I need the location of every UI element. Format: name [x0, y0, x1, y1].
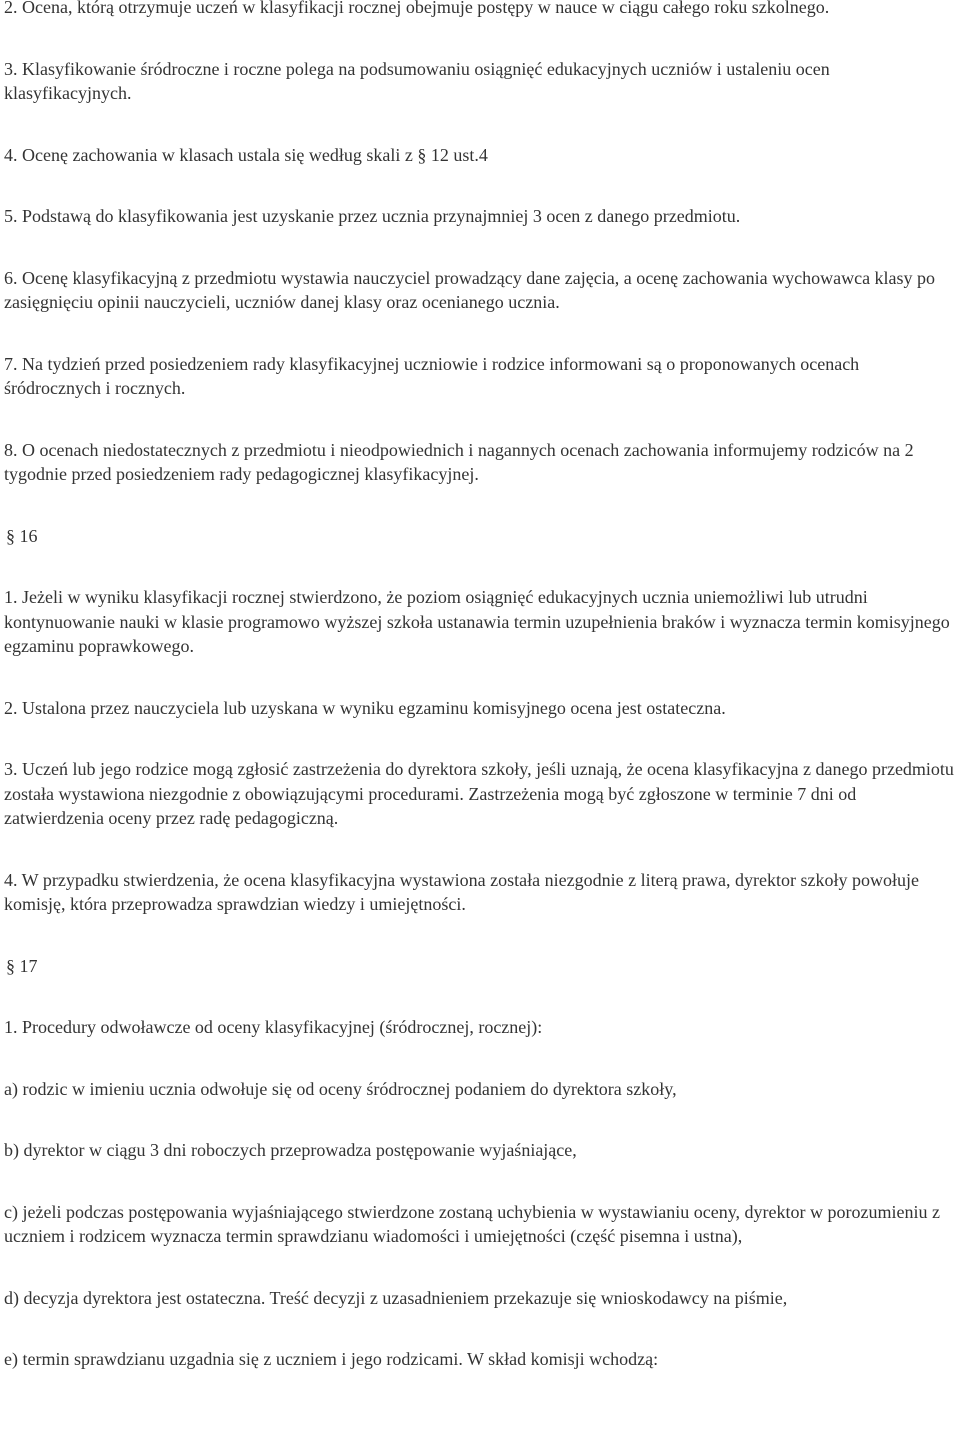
paragraph-6: 6. Ocenę klasyfikacyjną z przedmiotu wystawia nauczyciel prowadzący dane zajęcia, a ocenę zachowania wychowawca klasy po zasięgnięciu opinii nauczycieli, uczniów danej klasy oraz ocenianego ucznia. [4, 267, 936, 312]
paragraph-16-2: 2. Ustalona przez nauczyciela lub uzyskana w wyniku egzaminu komisyjnego ocena jest ostateczna. [4, 697, 726, 718]
paragraph-5: 5. Podstawą do klasyfikowania jest uzyskanie przez ucznia przynajmniej 3 ocen z danego przedmiotu. [4, 206, 741, 226]
paragraph-16-4: 4. W przypadku stwierdzenia, że ocena klasyfikacyjna wystawiona została niezgodnie z literą prawa, dyrektor szkoły powołuje komisję, która przeprowadza sprawdzian wiedzy i umiejętności. [4, 869, 920, 914]
document-page [4, 0, 956, 1372]
paragraph-3: 3. Klasyfikowanie śródroczne i roczne polega na podsumowaniu osiągnięć edukacyjnych uczniów i ustaleniu ocen klasyfikacyjnych. [4, 58, 830, 103]
paragraph-17-1: 1. Procedury odwoławcze od oceny klasyfikacyjnej (śródrocznej, rocznej): [4, 1017, 543, 1037]
paragraph-16-3: 3. Uczeń lub jego rodzice mogą zgłosić zastrzeżenia do dyrektora szkoły, jeśli uznają, że ocena klasyfikacyjna z danego przedmiotu została wystawiona niezgodnie z obowiązującymi procedurami. Zastrzeżenia mogą być zgłoszone w terminie 7 dni od zatwierdzenia oceny przez radę pedagogiczną. [4, 759, 954, 828]
paragraph-2: 2. Ocena, którą otrzymuje uczeń w klasyfikacji rocznej obejmuje postępy w nauce w ciągu całego roku szkolnego. [4, 0, 830, 17]
paragraph-16-1: 1. Jeżeli w wyniku klasyfikacji rocznej stwierdzono, że poziom osiągnięć edukacyjnych ucznia uniemożliwi lub utrudni kontynuowanie nauki w klasie programowo wyższej szkoła ustanawia termin uzupełnienia braków i wyznacza termin komisyjnego egzaminu poprawkowego. [4, 587, 950, 656]
paragraph-4: 4. Ocenę zachowania w klasach ustala się według skali z § 12 ust.4 [4, 144, 488, 165]
list-item-a: a) rodzic w imieniu ucznia odwołuje się od oceny śródrocznej podaniem do dyrektora szkoły, [4, 1078, 677, 1099]
paragraph-8: 8. O ocenach niedostatecznych z przedmiotu i nieodpowiednich i nagannych ocenach zachowania informujemy rodziców na 2 tygodnie przed posiedzeniem rady pedagogicznej klasyfikacyjnej. [4, 439, 914, 484]
list-item-c: c) jeżeli podczas postępowania wyjaśniającego stwierdzone zostaną uchybienia w wystawianiu oceny, dyrektor w porozumieniu z uczniem i rodzicem wyznacza termin sprawdzianu wiadomości i umiejętności (część pisemna i ustna), [4, 1201, 940, 1246]
section-heading-17: § 17 [6, 955, 38, 976]
section-heading-16: § 16 [6, 525, 38, 546]
list-item-d: d) decyzja dyrektora jest ostateczna. Treść decyzji z uzasadnieniem przekazuje się wnioskodawcy na piśmie, [4, 1287, 788, 1308]
paragraph-7: 7. Na tydzień przed posiedzeniem rady klasyfikacyjnej uczniowie i rodzice informowani są o proponowanych ocenach śródrocznych i rocznych. [4, 353, 860, 398]
list-item-b: b) dyrektor w ciągu 3 dni roboczych przeprowadza postępowanie wyjaśniające, [4, 1140, 577, 1160]
list-item-e: e) termin sprawdzianu uzgadnia się z uczniem i jego rodzicami. W skład komisji wchodzą: [4, 1349, 659, 1369]
